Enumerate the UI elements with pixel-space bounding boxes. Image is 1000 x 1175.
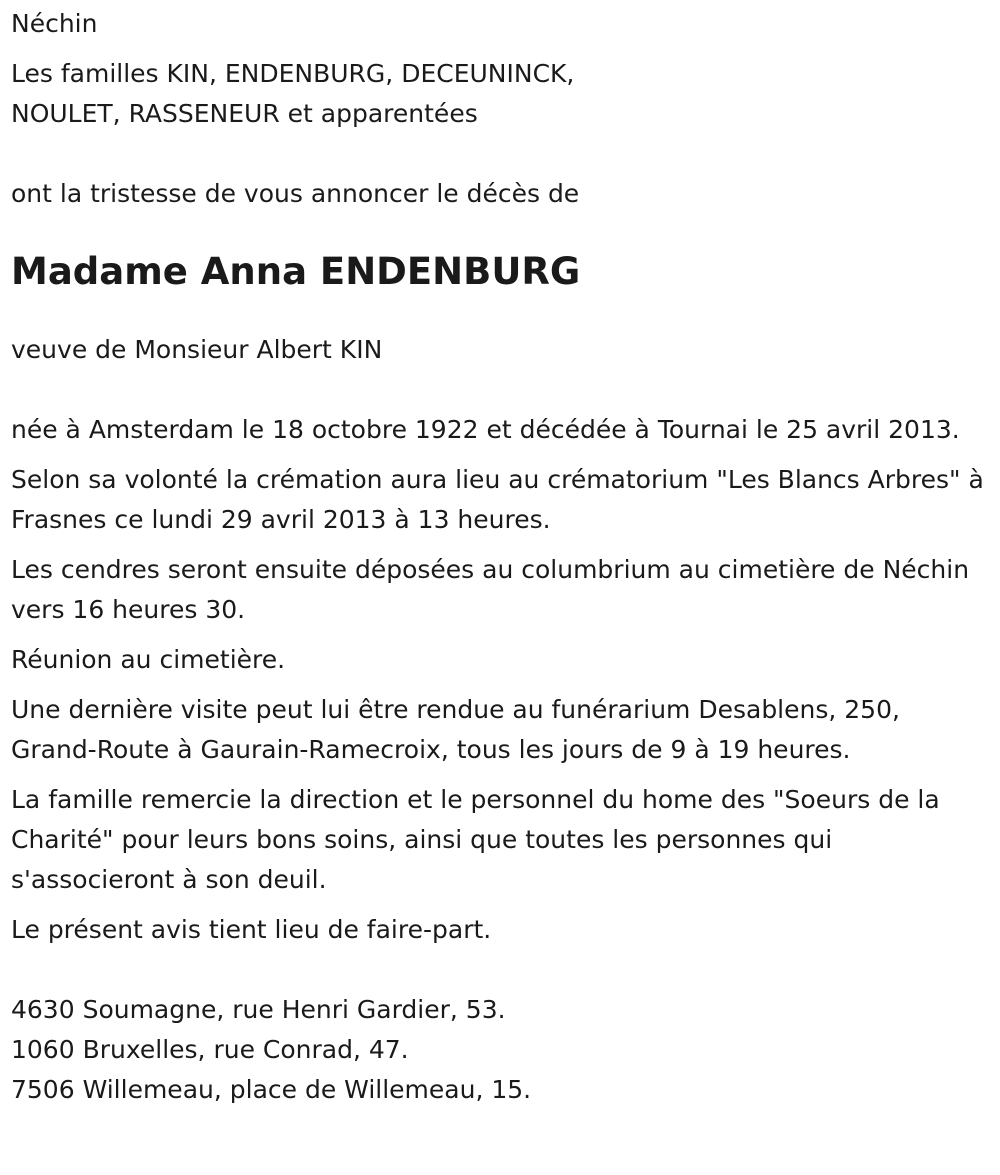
faire-part-text: Le présent avis tient lieu de faire-part. xyxy=(11,915,492,944)
address-list xyxy=(11,990,986,1110)
cremation-text: Selon sa volonté la crémation aura lieu au crématorium "Les Blancs Arbres" à Frasnes ce lundi 29 avril 2013 à 13 heures. xyxy=(11,465,984,534)
deceased-name: Madame Anna ENDENBURG xyxy=(11,250,581,293)
families-line-1: Les familles KIN, ENDENBURG, DECEUNINCK, xyxy=(11,59,575,88)
address-line: 4630 Soumagne, rue Henri Gardier, 53. xyxy=(11,995,506,1024)
obituary-notice xyxy=(11,0,986,1110)
announcement-text: ont la tristesse de vous annoncer le décès de xyxy=(11,179,580,208)
address-line: 1060 Bruxelles, rue Conrad, 47. xyxy=(11,1035,409,1064)
visit-text: Une dernière visite peut lui être rendue au funérarium Desablens, 250, Grand-Route à Gaurain-Ramecroix, tous les jours de 9 à 19 heures. xyxy=(11,695,900,764)
gathering-text: Réunion au cimetière. xyxy=(11,645,286,674)
place-name: Néchin xyxy=(11,9,98,38)
thanks-text: La famille remercie la direction et le personnel du home des "Soeurs de la Charité" pour leurs bons soins, ainsi que toutes les personnes qui s'associeront à son deuil. xyxy=(11,785,940,894)
families-line-2: NOULET, RASSENEUR et apparentées xyxy=(11,99,478,128)
address-line: 7506 Willemeau, place de Willemeau, 15. xyxy=(11,1075,532,1104)
birth-death-text: née à Amsterdam le 18 octobre 1922 et décédée à Tournai le 25 avril 2013. xyxy=(11,415,960,444)
ashes-text: Les cendres seront ensuite déposées au columbrium au cimetière de Néchin vers 16 heures 30. xyxy=(11,555,970,624)
spouse-text: veuve de Monsieur Albert KIN xyxy=(11,335,383,364)
